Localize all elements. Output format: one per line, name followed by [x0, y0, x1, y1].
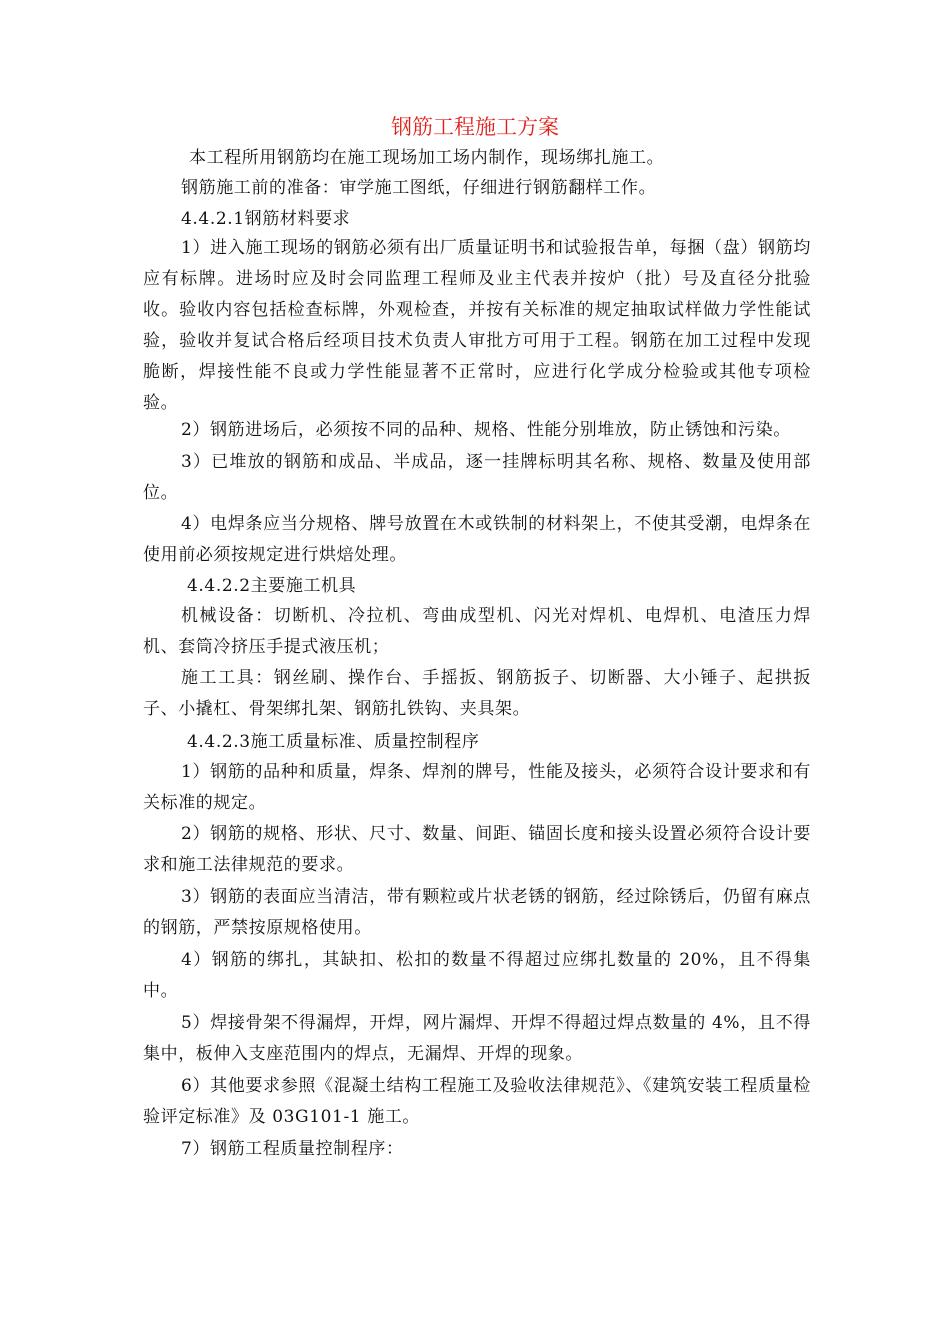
paragraph: 6）其他要求参照《混凝土结构工程施工及验收法律规范》、《建筑安装工程质量检验评定标准》及 03G101-1 施工。 [143, 1076, 811, 1127]
paragraph-block-1 [143, 143, 811, 174]
section-heading: 4.4.2.1钢筋材料要求 [181, 209, 351, 229]
section-heading-block-3 [143, 727, 811, 758]
document-title: 钢筋工程施工方案 [391, 115, 559, 139]
paragraph-block-7 [143, 601, 811, 663]
paragraph: 施工工具：钢丝刷、操作台、手摇扳、钢筋扳子、切断器、大小锤子、起拱扳子、小撬杠、骨架绑扎架、钢筋扎铁钩、夹具架。 [143, 668, 811, 719]
paragraph: 2）钢筋的规格、形状、尺寸、数量、间距、锚固长度和接头设置必须符合设计要求和施工法律规范的要求。 [143, 824, 811, 875]
paragraph-block-12 [143, 945, 811, 1007]
paragraph: 机械设备：切断机、冷拉机、弯曲成型机、闪光对焊机、电焊机、电渣压力焊机、套筒冷挤压手提式液压机； [143, 606, 811, 657]
paragraph-block-5 [143, 447, 811, 509]
paragraph-block-6 [143, 509, 811, 571]
paragraph: 1）进入施工现场的钢筋必须有出厂质量证明书和试验报告单，每捆（盘）钢筋均应有标牌。进场时应及时会同监理工程师及业主代表并按炉（批）号及直径分批验收。验收内容包括检查标牌，外观检查，并按有关标准的规定抽取试样做力学性能试验，验收并复试合格后经项目技术负责人审批方可用于工程。钢筋在加工过程中发现脆断，焊接性能不良或力学性能显著不正常时，应进行化学成分检验或其他专项检验。 [143, 238, 811, 413]
paragraph: 钢筋施工前的准备：审学施工图纸，仔细进行钢筋翻样工作。 [181, 178, 657, 198]
paragraph-block-14 [143, 1071, 811, 1133]
paragraph: 4）电焊条应当分规格、牌号放置在木或铁制的材料架上，不使其受潮，电焊条在使用前必须按规定进行烘焙处理。 [143, 514, 811, 565]
section-heading-block-2 [143, 571, 811, 602]
paragraph-block-10 [143, 819, 811, 881]
section-heading: 4.4.2.3施工质量标准、质量控制程序 [187, 732, 480, 752]
paragraph: 5）焊接骨架不得漏焊，开焊，网片漏焊、开焊不得超过焊点数量的 4%，且不得集中，板伸入支座范围内的焊点，无漏焊、开焊的现象。 [143, 1013, 811, 1064]
paragraph: 2）钢筋进场后，必须按不同的品种、规格、性能分别堆放，防止锈蚀和污染。 [181, 420, 791, 440]
section-heading-block-1 [143, 204, 811, 235]
paragraph: 7）钢筋工程质量控制程序： [181, 1139, 404, 1159]
paragraph: 本工程所用钢筋均在施工现场加工场内制作，现场绑扎施工。 [189, 148, 665, 168]
paragraph-block-3 [143, 233, 811, 419]
paragraph-block-11 [143, 882, 811, 944]
paragraph-block-8 [143, 663, 811, 725]
paragraph: 1）钢筋的品种和质量，焊条、焊剂的牌号，性能及接头，必须符合设计要求和有关标准的规定。 [143, 762, 811, 813]
paragraph: 3）已堆放的钢筋和成品、半成品，逐一挂牌标明其名称、规格、数量及使用部位。 [143, 452, 811, 503]
paragraph-block-9 [143, 757, 811, 819]
paragraph-block-2 [143, 173, 811, 204]
paragraph-block-15 [143, 1134, 811, 1165]
paragraph-block-4 [143, 415, 811, 446]
paragraph-block-13 [143, 1008, 811, 1070]
paragraph: 3）钢筋的表面应当清洁，带有颗粒或片状老锈的钢筋，经过除锈后，仍留有麻点的钢筋，严禁按原规格使用。 [143, 887, 811, 938]
section-heading: 4.4.2.2主要施工机具 [187, 576, 357, 596]
paragraph: 4）钢筋的绑扎，其缺扣、松扣的数量不得超过应绑扎数量的 20%，且不得集中。 [143, 950, 811, 1001]
